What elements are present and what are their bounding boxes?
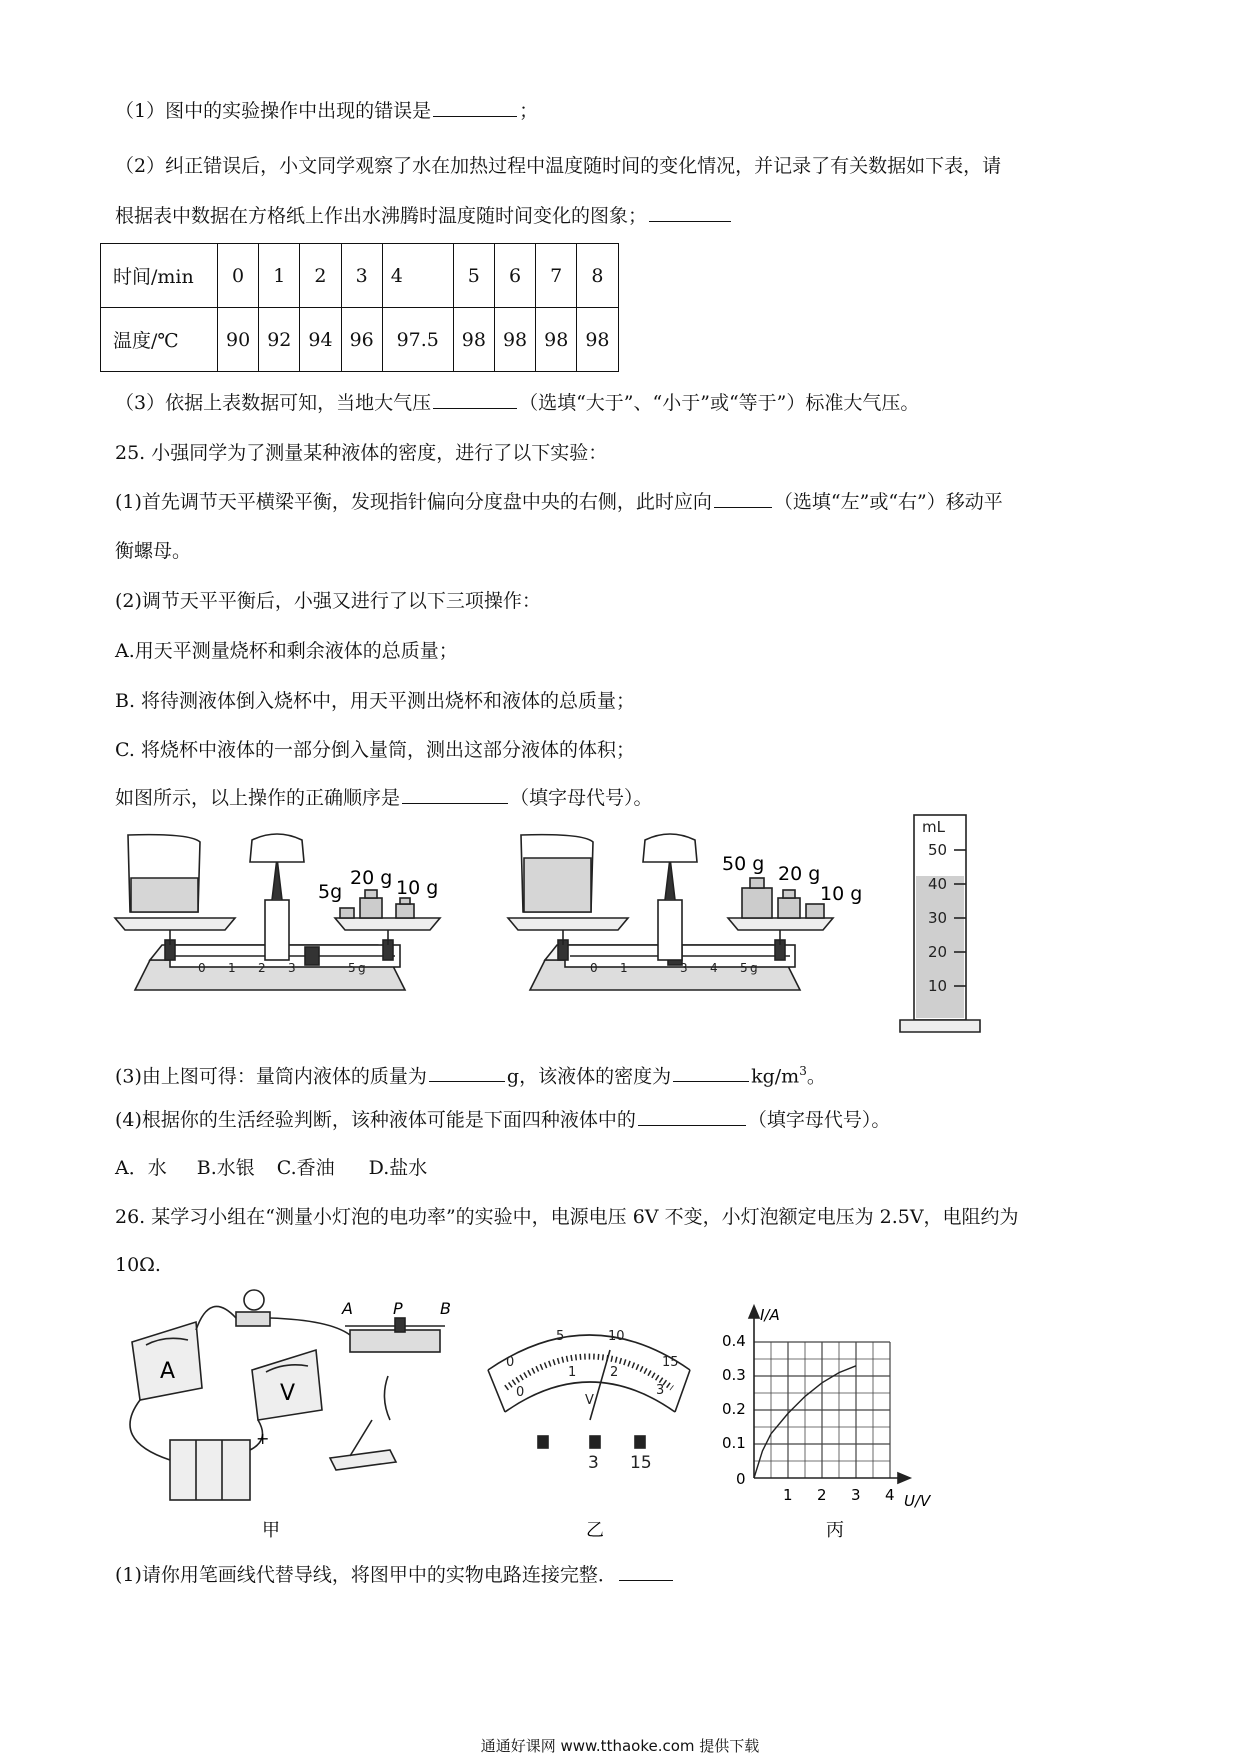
table-cell: 98: [577, 308, 618, 372]
chart-xlabel: U/V: [904, 1492, 931, 1510]
option-d[interactable]: D.盐水: [368, 1157, 428, 1179]
cylinder-tick: 40: [928, 875, 948, 893]
q25-order: 如图所示，以上操作的正确顺序是 （填字母代号）。: [115, 787, 653, 809]
table-cell: 0: [218, 244, 259, 308]
table-cell: 98: [494, 308, 535, 372]
voltmeter-icon: V: [280, 1381, 296, 1406]
rheostat-label-b: B: [440, 1299, 451, 1318]
table-cell: 1: [259, 244, 300, 308]
caption-bing: 丙: [826, 1520, 844, 1541]
scale-tick: 2: [258, 961, 266, 975]
scale-tick: 3: [680, 961, 688, 975]
page-footer: 通通好课网 www.tthaoke.com 提供下载: [480, 1737, 760, 1755]
chart-ytick: 0.1: [722, 1434, 746, 1452]
q24-part2-line2: 根据表中数据在方格纸上作出水沸腾时温度随时间变化的图象；: [115, 203, 733, 229]
chart-xtick: 4: [885, 1486, 895, 1504]
scale-tick: 1: [228, 961, 236, 975]
chart-axes: [749, 1306, 910, 1483]
chart-xtick: 2: [817, 1486, 827, 1504]
scale-unit: g: [358, 961, 366, 975]
scale-tick: 1: [620, 961, 628, 975]
terminal-label: 15: [630, 1453, 652, 1473]
option-a[interactable]: A．水: [115, 1157, 167, 1179]
table-cell: 90: [218, 308, 259, 372]
dial-outer-tick: 15: [662, 1355, 679, 1370]
weight-label: 10 g: [396, 877, 439, 899]
table-cell: 94: [300, 308, 341, 372]
table-cell: 6: [494, 244, 535, 308]
table-header-temp: 温度/℃: [101, 308, 218, 372]
weight-label: 5g: [318, 881, 343, 903]
dial-inner-tick: 1: [568, 1365, 577, 1380]
weight-label: 50 g: [722, 853, 765, 875]
scale-tick: 5: [348, 961, 356, 975]
q26-intro-line1: 26. 某学习小组在“测量小灯泡的电功率”的实验中，电源电压 6V 不变，小灯泡额定电压为 2.5V，电阻约为: [115, 1206, 1019, 1228]
table-cell: 96: [341, 308, 382, 372]
chart-xtick: 1: [783, 1486, 793, 1504]
table-cell: 98: [453, 308, 494, 372]
chart-xtick: 3: [851, 1486, 861, 1504]
table-cell: 92: [259, 308, 300, 372]
caption-yi: 乙: [586, 1520, 604, 1541]
weight-label: 20 g: [350, 867, 393, 889]
q25-part2: (2)调节天平平衡后，小强又进行了以下三项操作：: [115, 590, 541, 612]
answer-blank[interactable]: [619, 1562, 673, 1581]
table-cell: 8: [577, 244, 618, 308]
cylinder-tick: 30: [928, 909, 948, 927]
rheostat-label-a: A: [342, 1299, 353, 1318]
table-cell: 5: [453, 244, 494, 308]
table-cell: 4: [382, 244, 453, 308]
table-cell: 3: [341, 244, 382, 308]
chart-grid: [754, 1342, 890, 1478]
q25-part4: (4)根据你的生活经验判断，该种液体可能是下面四种液体中的 （填字母代号）。: [115, 1109, 891, 1131]
chart-origin: 0: [736, 1470, 746, 1488]
q26-part1: (1)请你用笔画线代替导线，将图甲中的实物电路连接完整．: [115, 1562, 675, 1588]
table-cell: 98: [536, 308, 577, 372]
ammeter-icon: A: [160, 1359, 176, 1384]
q24-part3: （3）依据上表数据可知，当地大气压 （选填“大于”、“小于”或“等于”）标准大气压。: [115, 392, 920, 414]
battery-plus: +: [256, 1429, 270, 1448]
q25-op-b: B. 将待测液体倒入烧杯中，用天平测出烧杯和液体的总质量；: [115, 690, 636, 712]
cylinder-tick: 50: [928, 841, 948, 859]
cylinder-tick: 10: [928, 977, 948, 995]
dial-inner-tick: 0: [516, 1385, 525, 1400]
scale-tick: 4: [710, 961, 718, 975]
table-cell: 2: [300, 244, 341, 308]
caption-jia: 甲: [262, 1520, 280, 1541]
table-header-time: 时间/min: [101, 244, 218, 308]
terminal-label: 3: [588, 1453, 599, 1473]
dial-outer-tick: 0: [506, 1355, 515, 1370]
q25-op-a: A.用天平测量烧杯和剩余液体的总质量；: [115, 640, 458, 662]
dial-inner-tick: 2: [610, 1365, 619, 1380]
chart-ytick: 0.4: [722, 1332, 746, 1350]
rheostat-label-p: P: [393, 1299, 403, 1318]
scale-tick: 0: [198, 961, 206, 975]
option-c[interactable]: C.香油: [276, 1157, 335, 1179]
q25-part1-line1: (1)首先调节天平横梁平衡，发现指针偏向分度盘中央的右侧，此时应向 （选填“左”或“右”）移动平: [115, 491, 1003, 513]
dial-outer-tick: 5: [556, 1329, 565, 1344]
option-b[interactable]: B.水银: [196, 1157, 255, 1179]
q25-part1-line2: 衡螺母。: [115, 540, 192, 562]
q25-op-c: C. 将烧杯中液体的一部分倒入量筒，测出这部分液体的体积；: [115, 739, 635, 761]
table-cell: 97.5: [382, 308, 453, 372]
cylinder-tick: 20: [928, 943, 948, 961]
q25-intro: 25. 小强同学为了测量某种液体的密度，进行了以下实验：: [115, 442, 608, 464]
dial-unit: V: [585, 1393, 594, 1408]
cylinder-unit: mL: [922, 818, 945, 836]
table-cell: 7: [536, 244, 577, 308]
scale-tick: 5: [740, 961, 748, 975]
dial-inner-tick: 3: [656, 1383, 665, 1398]
scale-unit: g: [750, 961, 758, 975]
weight-label: 20 g: [778, 863, 821, 885]
scale-tick: 0: [590, 961, 598, 975]
chart-ytick: 0.2: [722, 1400, 746, 1418]
q25-part3: (3)由上图可得：量筒内液体的质量为 g，该液体的密度为 $kg/m^3$。: [115, 1064, 826, 1088]
dial-outer-tick: 10: [608, 1329, 625, 1344]
q24-part2-line1: （2）纠正错误后，小文同学观察了水在加热过程中温度随时间的变化情况，并记录了有关数据如下表，请: [115, 155, 1002, 177]
q26-intro-line2: 10Ω.: [115, 1254, 161, 1276]
q24-part1: （1）图中的实验操作中出现的错误是 ；: [115, 100, 539, 122]
weight-label: 10 g: [820, 883, 863, 905]
scale-tick: 3: [288, 961, 296, 975]
chart-ytick: 0.3: [722, 1366, 746, 1384]
chart-ylabel: I/A: [760, 1306, 780, 1324]
